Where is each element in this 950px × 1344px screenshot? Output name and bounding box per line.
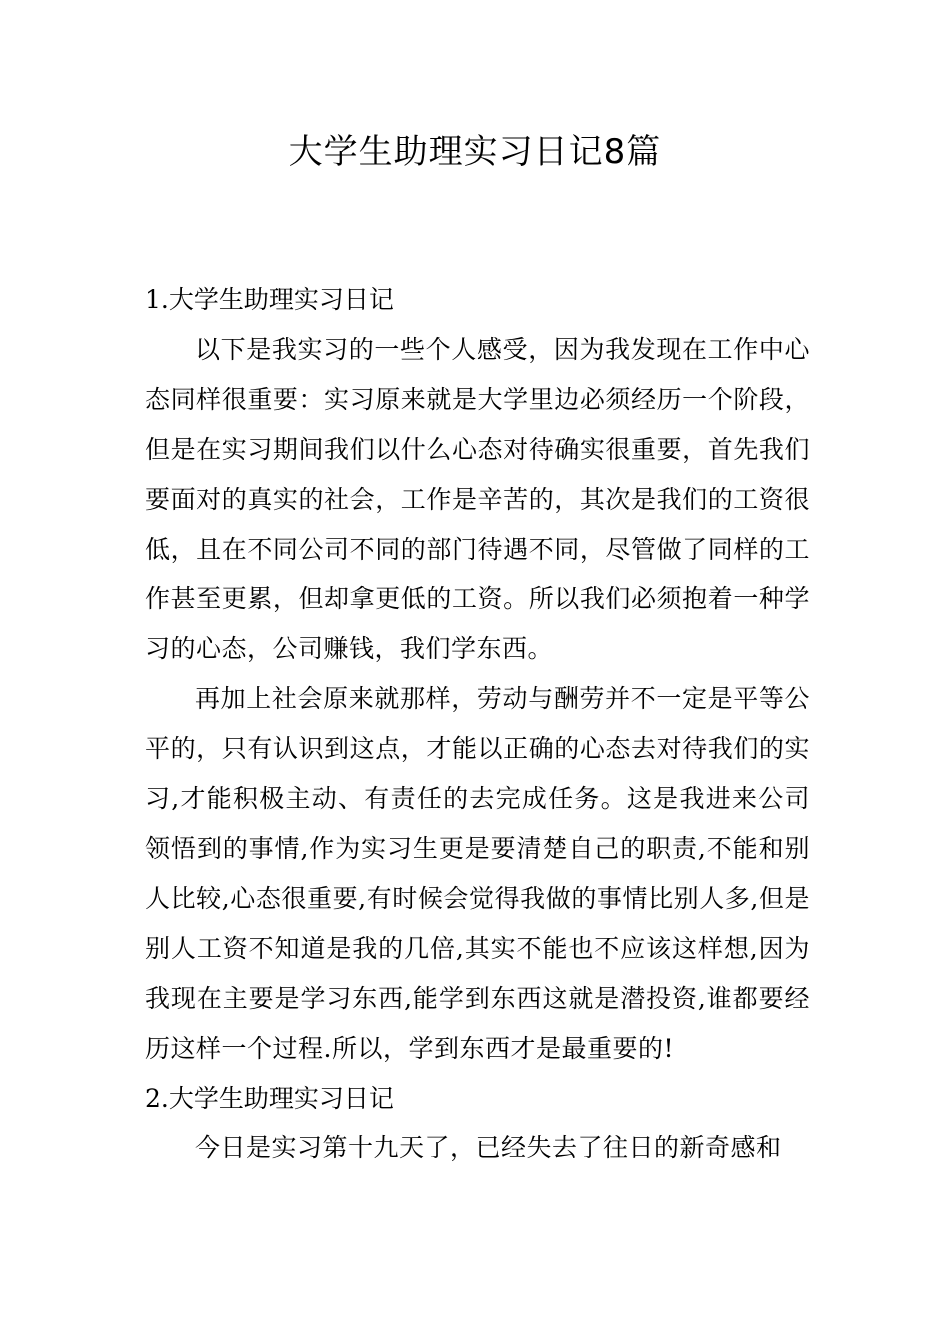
- document-body: [145, 275, 810, 1173]
- section-heading-2: 2.大学生助理实习日记: [145, 1083, 394, 1113]
- section-heading-1: 1.大学生助理实习日记: [145, 285, 394, 314]
- paragraph-1-2: 再加上社会原来就那样，劳动与酬劳并不一定是平等公平的，只有认识到这点，才能以正确的心态去对待我们的实习,才能积极主动、有责任的去完成任务。这是我进来公司领悟到的事情,作为实习生更是要清楚自己的职责,不能和别人比较,心态很重要,有时候会觉得我做的事情比别人多,但是别人工资不知道是我的几倍,其实不能也不应该这样想,因为我现在主要是学习东西,能学到东西这就是潜投资,谁都要经历这样一个过程.所以，学到东西才是最重要的!: [145, 684, 810, 1063]
- document-title: 大学生助理实习日记8篇: [288, 132, 662, 172]
- paragraph-1-1: 以下是我实习的一些个人感受，因为我发现在工作中心态同样很重要：实习原来就是大学里边必须经历一个阶段，但是在实习期间我们以什么心态对待确实很重要，首先我们要面对的真实的社会，工作是辛苦的，其次是我们的工资很低，且在不同公司不同的部门待遇不同，尽管做了同样的工作甚至更累，但却拿更低的工资。所以我们必须抱着一种学习的心态，公司赚钱，我们学东西。: [145, 334, 810, 664]
- paragraph-2-1: 今日是实习第十九天了，已经失去了往日的新奇感和: [195, 1133, 782, 1163]
